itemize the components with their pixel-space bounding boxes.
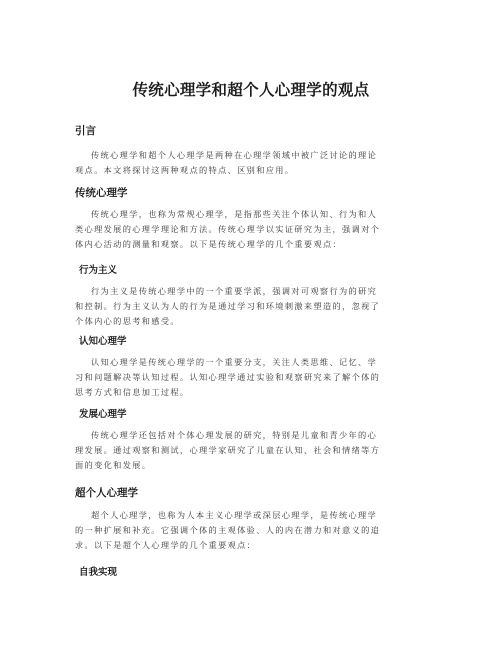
heading-intro: 引言 <box>75 125 96 137</box>
paragraph-line: 习和问题解决等认知过程。认知心理学通过实验和观察研究来了解个体的 <box>75 372 381 383</box>
paragraph-line: 体内心活动的测量和观察。以下是传统心理学的几个重要观点： <box>75 239 343 250</box>
paragraph-line: 认知心理学是传统心理学的一个重要分支，关注人类思维、记忆、学 <box>91 357 378 367</box>
heading-cognitive: 认知心理学 <box>79 336 127 347</box>
paragraph-line: 的一种扩展和补充。它强调个体的主观体验、人的内在潜力和对意义的追 <box>75 525 381 536</box>
paragraph-line: 个体内心的思考和感受。 <box>75 316 180 327</box>
heading-behaviorism: 行为主义 <box>79 265 118 276</box>
heading-self-actualization: 自我实现 <box>79 567 118 578</box>
paragraph-line: 传统心理学和超个人心理学是两种在心理学领域中被广泛讨论的理论 <box>91 150 378 160</box>
paragraph-line: 超个人心理学，也称为人本主义心理学或深层心理学，是传统心理学 <box>91 510 378 520</box>
paragraph-intro <box>75 148 427 178</box>
paragraph-line: 和控制。行为主义认为人的行为是通过学习和环境刺激来塑造的，忽视了 <box>75 301 381 312</box>
paragraph-traditional <box>75 207 427 253</box>
paragraph-line: 求。以下是超个人心理学的几个重要观点： <box>75 540 257 551</box>
paragraph-cognitive <box>75 355 427 401</box>
paragraph-line: 传统心理学还包括对个体心理发展的研究，特别是儿童和青少年的心 <box>91 430 378 440</box>
heading-traditional: 传统心理学 <box>75 187 128 199</box>
paragraph-line: 类心理发展的心理学理论和方法。传统心理学以实证研究为主，强调对个 <box>75 224 381 235</box>
paragraph-line: 面的变化和发展。 <box>75 460 152 471</box>
paragraph-line: 理发展。通过观察和测试，心理学家研究了儿童在认知、社会和情绪等方 <box>75 445 381 456</box>
paragraph-behaviorism <box>75 284 427 330</box>
paragraph-line: 传统心理学，也称为常规心理学，是指那些关注个体认知、行为和人 <box>91 209 378 219</box>
paragraph-developmental <box>75 428 427 474</box>
paragraph-line: 观点。本文将探讨这两种观点的特点、区别和应用。 <box>75 165 295 176</box>
paragraph-line: 思考方式和信息加工过程。 <box>75 387 190 398</box>
heading-developmental: 发展心理学 <box>79 409 127 420</box>
heading-transpersonal: 超个人心理学 <box>75 487 138 499</box>
paragraph-transpersonal <box>75 508 427 554</box>
document-title: 传统心理学和超个人心理学的观点 <box>132 81 370 99</box>
paragraph-line: 行为主义是传统心理学中的一个重要学派，强调对可观察行为的研究 <box>91 286 378 296</box>
